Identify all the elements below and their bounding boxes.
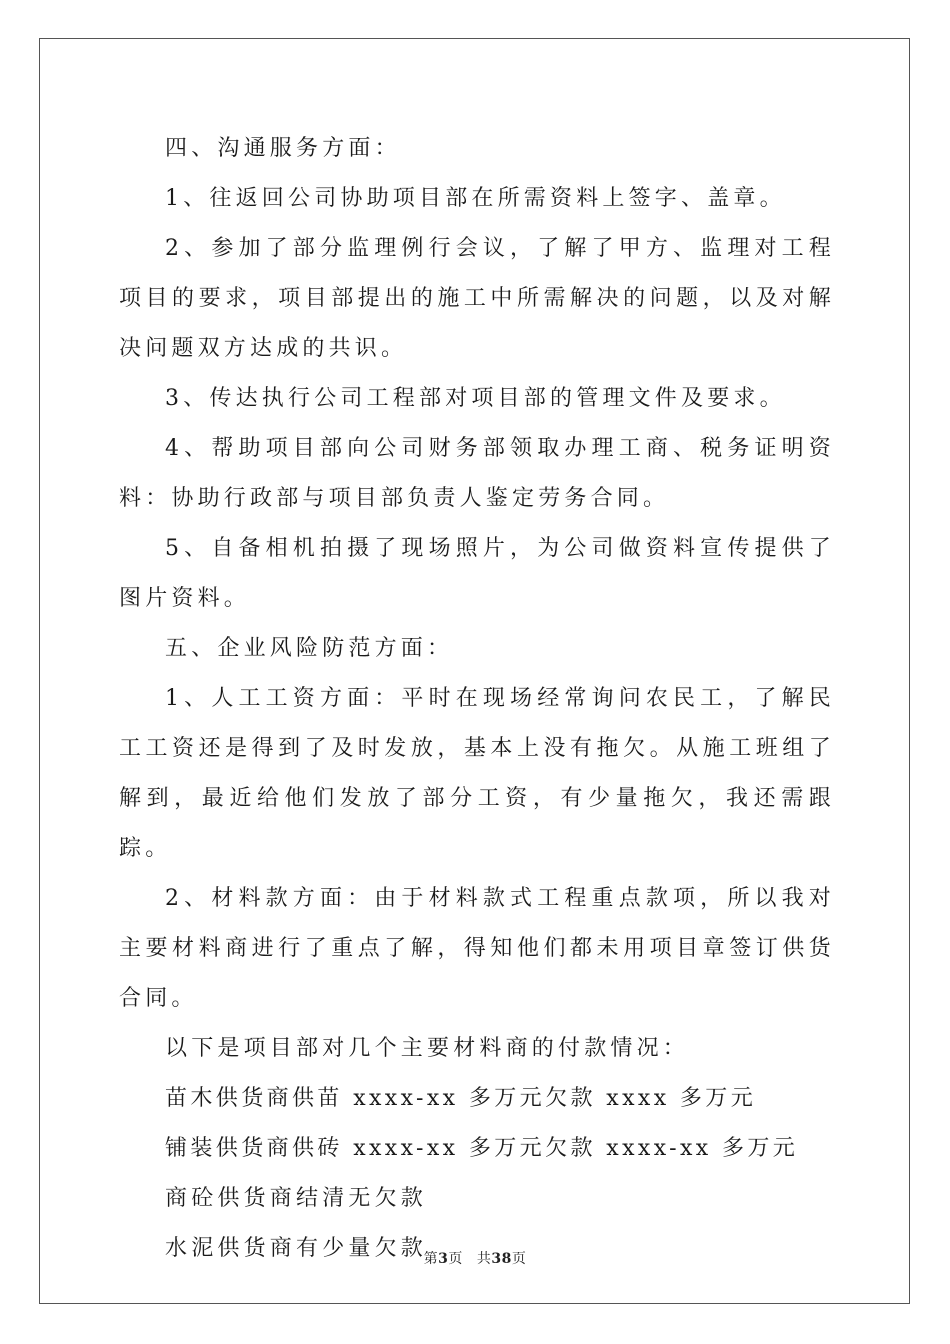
supplier-line: 水泥供货商有少量欠款 [165,1236,428,1261]
paragraph: 以下是项目部对几个主要材料商的付款情况： [165,1036,690,1061]
section-heading-communication: 四、沟通服务方面： [165,136,401,161]
page-number: 3 [438,1251,449,1267]
document-body [119,124,835,1274]
paragraph: 2、材料款方面：由于材料款式工程重点款项，所以我对主要材料商进行了重点了解，得知他们都未用项目章签订供货合同。 [119,886,835,1011]
paragraph: 1、往返回公司协助项目部在所需资料上签字、盖章。 [165,186,786,211]
section-heading-risk: 五、企业风险防范方面： [165,636,454,661]
supplier-line: 铺装供货商供砖 xxxx-xx 多万元欠款 xxxx-xx 多万元 [165,1136,799,1161]
paragraph: 2、参加了部分监理例行会议，了解了甲方、监理对工程项目的要求，项目部提出的施工中所需解决的问题，以及对解决问题双方达成的共识。 [119,236,835,361]
paragraph: 1、人工工资方面：平时在现场经常询问农民工，了解民工工资还是得到了及时发放，基本上没有拖欠。从施工班组了解到，最近给他们发放了部分工资，有少量拖欠，我还需跟踪。 [119,686,835,861]
page-suffix: 页 [448,1251,463,1267]
supplier-line: 商砼供货商结清无欠款 [165,1186,428,1211]
page-footer [0,1248,950,1268]
total-suffix: 页 [511,1251,527,1267]
paragraph: 4、帮助项目部向公司财务部领取办理工商、税务证明资料：协助行政部与项目部负责人鉴定劳务合同。 [119,436,835,511]
total-prefix: 共 [476,1251,492,1267]
paragraph: 5、自备相机拍摄了现场照片，为公司做资料宣传提供了图片资料。 [119,536,835,611]
paragraph: 3、传达执行公司工程部对项目部的管理文件及要求。 [165,386,786,411]
page-prefix: 第 [423,1251,439,1267]
supplier-line: 苗木供货商供苗 xxxx-xx 多万元欠款 xxxx 多万元 [165,1086,757,1111]
total-pages: 38 [491,1251,512,1267]
